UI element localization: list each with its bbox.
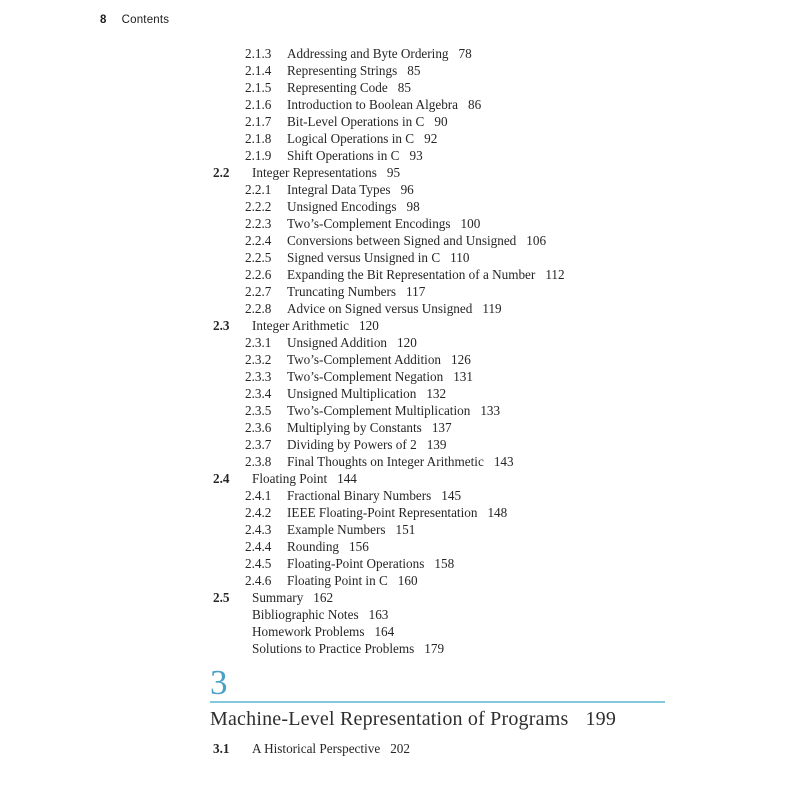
toc-entry [213, 147, 773, 164]
toc-entry [213, 436, 773, 453]
toc-entry-number: 2.3 [213, 318, 230, 333]
chapter-number: 3 [210, 663, 228, 702]
toc-entry-page: 120 [397, 335, 417, 350]
toc-entry [213, 130, 773, 147]
toc-entry [213, 368, 773, 385]
toc-entry-title: Signed versus Unsigned in C [287, 250, 441, 265]
toc-entry-title: Introduction to Boolean Algebra [287, 97, 459, 112]
toc-entry [213, 317, 773, 334]
toc-entry [213, 589, 773, 606]
toc-entry [213, 385, 773, 402]
toc-entry-title: Expanding the Bit Representation of a Number [287, 267, 536, 282]
toc-entry [213, 606, 773, 623]
chapter-title: Machine-Level Representation of Programs [210, 708, 569, 730]
toc-entry-page: 117 [406, 284, 426, 299]
toc-entry-page: 133 [480, 403, 501, 418]
toc-entry-number: 2.2.7 [245, 284, 272, 299]
toc-entry-title: Floating Point [252, 471, 328, 486]
toc-entry-title: Shift Operations in C [287, 148, 400, 163]
toc-entry [213, 521, 773, 538]
toc-entry-title: Fractional Binary Numbers [287, 488, 432, 503]
toc-entry-number: 2.1.9 [245, 148, 272, 163]
toc-entry-page: 164 [374, 624, 395, 639]
toc-entry [213, 741, 770, 757]
toc-entry-page: 131 [453, 369, 473, 384]
toc-entry [213, 215, 773, 232]
toc-entry-number: 2.5 [213, 590, 230, 605]
toc-entry [213, 62, 773, 79]
toc-entry-page: 85 [407, 63, 421, 78]
toc-entry-title: Rounding [287, 539, 340, 554]
toc-entry-title: Truncating Numbers [287, 284, 397, 299]
toc-entry-number: 2.4.3 [245, 522, 272, 537]
toc-entry-title: Multiplying by Constants [287, 420, 422, 435]
toc-entry-title: Dividing by Powers of 2 [287, 437, 417, 452]
toc-entry [213, 419, 773, 436]
toc-entry [213, 623, 773, 640]
toc-entry-page: 179 [424, 641, 445, 656]
toc-entry [213, 504, 773, 521]
toc-entry [213, 164, 773, 181]
toc-entry-title: Solutions to Practice Problems [252, 641, 415, 656]
chapter-rule [210, 701, 665, 703]
toc-entry-page: 110 [450, 250, 470, 265]
toc-entry-title: Integer Arithmetic [252, 318, 350, 333]
toc-entry-title: Advice on Signed versus Unsigned [287, 301, 473, 316]
toc-entry [213, 572, 773, 589]
toc-entry-page: 106 [526, 233, 547, 248]
toc-entry-title: Floating Point in C [287, 573, 388, 588]
toc-entry-number: 2.1.7 [245, 114, 272, 129]
toc-entry-title: Unsigned Addition [287, 335, 388, 350]
toc-entry-title: Representing Strings [287, 63, 398, 78]
toc-entry [213, 453, 773, 470]
toc-entry [213, 538, 773, 555]
toc-entry-title: Conversions between Signed and Unsigned [287, 233, 517, 248]
toc-entry [213, 300, 773, 317]
toc-entry-number: 2.3.3 [245, 369, 272, 384]
toc-entry-title: Two’s-Complement Multiplication [287, 403, 471, 418]
toc-entry-number: 2.4.2 [245, 505, 272, 520]
toc-entry-page: 78 [458, 46, 472, 61]
toc-entry-page: 92 [424, 131, 438, 146]
toc-entry-title: Addressing and Byte Ordering [287, 46, 449, 61]
header-page-number: 8 [100, 14, 107, 26]
toc-entry-page: 120 [359, 318, 379, 333]
toc-entry [213, 198, 773, 215]
header-title: Contents [121, 14, 170, 26]
toc-entry-page: 93 [409, 148, 423, 163]
toc-entry-number: 2.2.4 [245, 233, 272, 248]
toc-entry [213, 402, 773, 419]
toc-entry-number: 2.3.5 [245, 403, 272, 418]
toc-entry [213, 113, 773, 130]
toc-entry-page: 143 [493, 454, 514, 469]
toc-entry-number: 2.1.5 [245, 80, 272, 95]
toc-entry-page: 126 [451, 352, 471, 367]
toc-entry-page: 163 [368, 607, 389, 622]
toc-entry-number: 2.2.8 [245, 301, 272, 316]
toc-entry [213, 334, 773, 351]
toc-entry [213, 555, 773, 572]
toc-entry-number: 2.2 [213, 165, 230, 180]
toc-entry-number: 2.3.2 [245, 352, 272, 367]
toc-entry [213, 45, 773, 62]
toc-entry-page: 202 [390, 741, 410, 756]
toc-entry-title: Floating-Point Operations [287, 556, 425, 571]
toc-entry-page: 95 [386, 165, 401, 180]
toc-entry [213, 232, 773, 249]
toc-entry-number: 2.4.4 [245, 539, 272, 554]
toc-entry-number: 2.3.4 [245, 386, 272, 401]
toc-entry-page: 85 [397, 80, 411, 95]
toc-entry-page: 98 [406, 199, 420, 214]
toc-entry-title: Integral Data Types [287, 182, 391, 197]
toc-entry-number: 2.4.5 [245, 556, 272, 571]
toc-entry [213, 351, 773, 368]
toc-entry-title: Bibliographic Notes [252, 607, 359, 622]
toc-entry [213, 640, 773, 657]
toc-entry-page: 151 [395, 522, 416, 537]
toc-entry-page: 144 [337, 471, 357, 486]
toc-entry-page: 145 [441, 488, 462, 503]
running-header [100, 14, 169, 26]
toc-entry-title: Two’s-Complement Encodings [287, 216, 451, 231]
toc-entry-number: 2.1.6 [245, 97, 272, 112]
toc-entry-number: 2.2.3 [245, 216, 272, 231]
toc-entry [213, 283, 773, 300]
toc-entry-page: 96 [400, 182, 414, 197]
toc-entry-number: 2.4 [213, 471, 230, 486]
toc-entry-title: Unsigned Encodings [287, 199, 397, 214]
toc-entry-title: Summary [252, 590, 304, 605]
toc-entry-number: 2.1.8 [245, 131, 272, 146]
toc-entry-number: 2.4.1 [245, 488, 272, 503]
toc-entry-page: 119 [482, 301, 502, 316]
toc-entry-page: 137 [431, 420, 452, 435]
toc-entry-page: 132 [426, 386, 447, 401]
toc-list [213, 45, 773, 657]
toc-entry [213, 181, 773, 198]
toc-entry-title: Bit-Level Operations in C [287, 114, 425, 129]
toc-entry-page: 160 [397, 573, 418, 588]
toc-entry [213, 79, 773, 96]
toc-entry-page: 148 [487, 505, 508, 520]
toc-entry-title: Example Numbers [287, 522, 386, 537]
toc-entry-title: Logical Operations in C [287, 131, 415, 146]
toc-entry [213, 470, 773, 487]
toc-entry-title: IEEE Floating-Point Representation [287, 505, 478, 520]
toc-entry-page: 158 [434, 556, 455, 571]
toc-entry-page: 139 [426, 437, 447, 452]
chapter-page-number: 199 [585, 708, 617, 730]
toc-entry-title: Unsigned Multiplication [287, 386, 417, 401]
toc-entry-number: 2.3.8 [245, 454, 272, 469]
toc-entry-title: Representing Code [287, 80, 388, 95]
toc-entry-title: Two’s-Complement Negation [287, 369, 444, 384]
toc-entry [213, 487, 773, 504]
toc-entry-title: Homework Problems [252, 624, 365, 639]
toc-entry-title: A Historical Perspective [252, 741, 381, 756]
chapter-title-row [210, 708, 770, 731]
toc-entry [213, 249, 773, 266]
toc-entry-number: 2.2.2 [245, 199, 272, 214]
chapter-heading [210, 665, 770, 757]
toc-entry-number: 2.3.7 [245, 437, 272, 452]
toc-entry-number: 2.1.3 [245, 46, 272, 61]
toc-entry-number: 2.4.6 [245, 573, 272, 588]
toc-entry-number: 2.3.1 [245, 335, 272, 350]
toc-entry-page: 112 [545, 267, 565, 282]
toc-entry-number: 2.2.1 [245, 182, 272, 197]
toc-entry [213, 96, 773, 113]
toc-entry-title: Integer Representations [252, 165, 377, 180]
toc-entry-number: 2.2.5 [245, 250, 272, 265]
toc-entry-page: 86 [468, 97, 482, 112]
toc-entry-page: 90 [434, 114, 448, 129]
toc-entry [213, 266, 773, 283]
toc-entry-page: 156 [349, 539, 369, 554]
toc-entry-number: 2.3.6 [245, 420, 272, 435]
toc-entry-number: 2.1.4 [245, 63, 272, 78]
toc-entry-page: 100 [460, 216, 481, 231]
toc-entry-number: 2.2.6 [245, 267, 272, 282]
toc-entry-title: Final Thoughts on Integer Arithmetic [287, 454, 484, 469]
toc-entry-number: 3.1 [213, 741, 230, 756]
toc-entry-page: 162 [313, 590, 334, 605]
toc-entry-title: Two’s-Complement Addition [287, 352, 442, 367]
